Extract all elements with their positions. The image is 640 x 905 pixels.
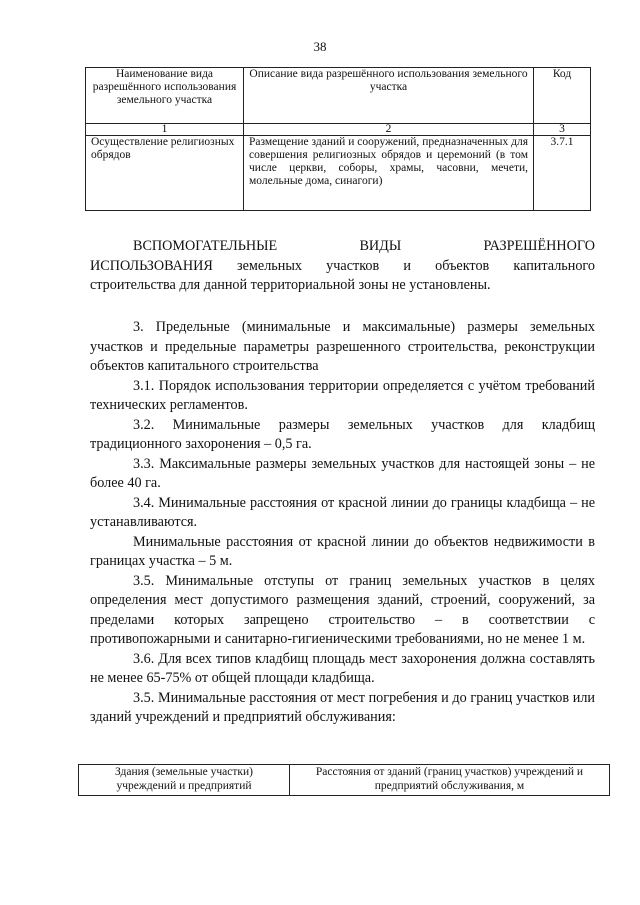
column-number-row <box>86 124 591 136</box>
paragraph-3-2: 3.2. Минимальные размеры земельных участков для кладбищ традиционного захоронения – 0,5 га. <box>90 416 595 452</box>
table-header-row <box>79 765 610 796</box>
section-3-heading: 3. Предельные (минимальные и максимальные) размеры земельных участков и предельные параметры разрешенного строительства, реконструкции объектов капитального строительства <box>90 319 595 374</box>
use-name-cell: Осуществление религиозных обрядов <box>86 136 244 211</box>
section-3 <box>90 318 595 728</box>
auxiliary-uses-paragraph <box>90 237 595 296</box>
permitted-use-table <box>85 67 591 211</box>
auxiliary-line-2: ИСПОЛЬЗОВАНИЯ земельных участков и объектов капитального <box>90 257 595 274</box>
use-description-cell: Размещение зданий и сооружений, предназначенных для совершения религиозных обрядов и церемоний (в том числе церкви, соборы, храмы, часовни, мечети, молельные дома, синагоги) <box>244 136 534 211</box>
distances-table <box>78 764 610 796</box>
header-distances: Расстояния от зданий (границ участков) учреждений и предприятий обслуживания, м <box>290 765 610 796</box>
paragraph-3-1: 3.1. Порядок использования территории определяется с учётом требований технических регламентов. <box>90 377 595 413</box>
use-code-cell: 3.7.1 <box>534 136 591 211</box>
column-number: 1 <box>86 124 244 136</box>
paragraph-3-4: 3.4. Минимальные расстояния от красной линии до границы кладбища – не устанавливаются. <box>90 494 595 530</box>
paragraph-3-5-distances: 3.5. Минимальные расстояния от мест погребения и до границ участков или зданий учреждений и предприятий обслуживания: <box>90 689 595 725</box>
header-use-name: Наименование вида разрешённого использования земельного участка <box>86 68 244 124</box>
page-number: 38 <box>313 39 327 54</box>
header-buildings: Здания (земельные участки) учреждений и предприятий <box>79 765 290 796</box>
header-use-description: Описание вида разрешённого использования земельного участка <box>244 68 534 124</box>
table-header-row <box>86 68 591 124</box>
paragraph-3-3: 3.3. Максимальные размеры земельных участков для настоящей зоны – не более 40 га. <box>90 455 595 491</box>
paragraph-3-5: 3.5. Минимальные отступы от границ земельных участков в целях определения мест допустимого размещения зданий, строений, сооружений, за пределами которых запрещено строительство – в соответствии с противопожарными и санитарно-гигиеническими требованиями, но не менее 1 м. <box>90 572 595 647</box>
paragraph-3-4-continued: Минимальные расстояния от красной линии до объектов недвижимости в границах участка – 5 м. <box>90 533 595 569</box>
auxiliary-line-3: строительства для данной территориальной зоны не установлены. <box>90 277 491 293</box>
header-code: Код <box>534 68 591 124</box>
table-row <box>86 136 591 211</box>
paragraph-3-6: 3.6. Для всех типов кладбищ площадь мест захоронения должна составлять не менее 65-75% от общей площади кладбища. <box>90 650 595 686</box>
column-number: 3 <box>534 124 591 136</box>
column-number: 2 <box>244 124 534 136</box>
auxiliary-line-1: ВСПОМОГАТЕЛЬНЫЕ ВИДЫ РАЗРЕШЁННОГО <box>133 238 595 254</box>
